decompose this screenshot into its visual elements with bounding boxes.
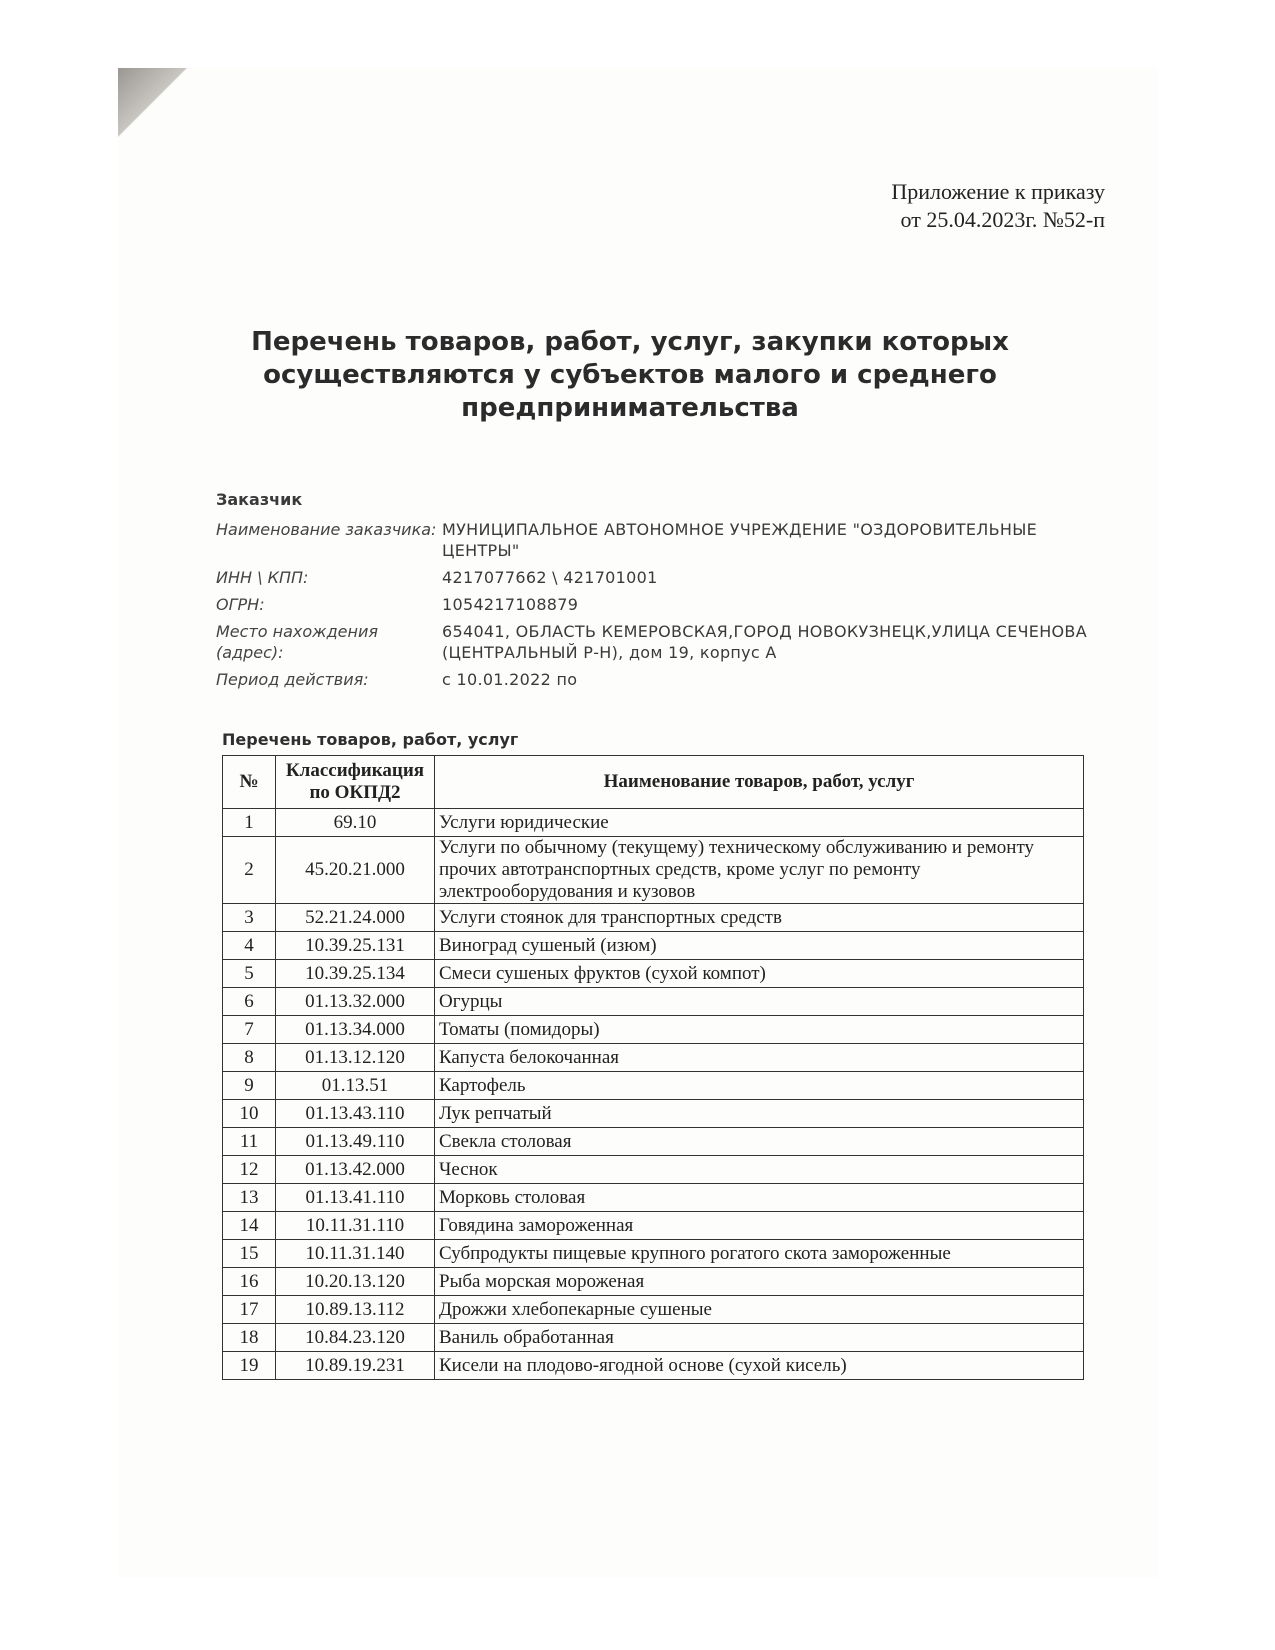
row-number: 8 <box>223 1044 276 1072</box>
row-number: 6 <box>223 988 276 1016</box>
row-number: 2 <box>223 837 276 904</box>
row-name: Свекла столовая <box>435 1128 1084 1156</box>
table-row <box>223 1072 1084 1100</box>
table-row <box>223 1100 1084 1128</box>
row-number: 11 <box>223 1128 276 1156</box>
row-name: Морковь столовая <box>435 1184 1084 1212</box>
field-label: Период действия: <box>216 670 369 689</box>
list-title: Перечень товаров, работ, услуг <box>222 730 519 749</box>
row-name: Говядина замороженная <box>435 1212 1084 1240</box>
row-code: 01.13.49.110 <box>276 1128 435 1156</box>
row-code: 52.21.24.000 <box>276 904 435 932</box>
field-value: 1054217108879 <box>442 595 579 614</box>
row-number: 16 <box>223 1268 276 1296</box>
row-name: Лук репчатый <box>435 1100 1084 1128</box>
row-name: Услуги стоянок для транспортных средств <box>435 904 1084 932</box>
row-number: 15 <box>223 1240 276 1268</box>
row-code: 10.20.13.120 <box>276 1268 435 1296</box>
row-name: Ваниль обработанная <box>435 1324 1084 1352</box>
row-code: 10.39.25.131 <box>276 932 435 960</box>
row-code: 10.39.25.134 <box>276 960 435 988</box>
row-number: 14 <box>223 1212 276 1240</box>
field-value: 4217077662 \ 421701001 <box>442 568 658 587</box>
customer-block <box>216 490 1096 696</box>
row-name: Чеснок <box>435 1156 1084 1184</box>
row-number: 4 <box>223 932 276 960</box>
row-code: 01.13.43.110 <box>276 1100 435 1128</box>
row-name: Капуста белокочанная <box>435 1044 1084 1072</box>
row-name: Рыба морская мороженая <box>435 1268 1084 1296</box>
table-row <box>223 1128 1084 1156</box>
row-code: 10.11.31.140 <box>276 1240 435 1268</box>
field-value: 654041, ОБЛАСТЬ КЕМЕРОВСКАЯ,ГОРОД НОВОКУЗНЕЦК,УЛИЦА СЕЧЕНОВА (ЦЕНТРАЛЬНЫЙ Р-Н), дом 19, корпус А <box>442 622 1087 662</box>
table-row <box>223 1268 1084 1296</box>
row-code: 10.89.19.231 <box>276 1352 435 1380</box>
row-code: 69.10 <box>276 809 435 837</box>
row-name: Субпродукты пищевые крупного рогатого скота замороженные <box>435 1240 1084 1268</box>
header-number: № <box>223 756 276 809</box>
row-code: 10.84.23.120 <box>276 1324 435 1352</box>
row-number: 3 <box>223 904 276 932</box>
row-name: Услуги по обычному (текущему) техническому обслуживанию и ремонту прочих автотранспортных средств, кроме услуг по ремонту электрооборудования и кузовов <box>435 837 1084 904</box>
row-name: Услуги юридические <box>435 809 1084 837</box>
table-row <box>223 1016 1084 1044</box>
row-code: 01.13.41.110 <box>276 1184 435 1212</box>
row-name: Картофель <box>435 1072 1084 1100</box>
row-name: Виноград сушеный (изюм) <box>435 932 1084 960</box>
row-code: 10.89.13.112 <box>276 1296 435 1324</box>
table-row <box>223 809 1084 837</box>
appendix-line-2: от 25.04.2023г. №52-п <box>900 207 1105 232</box>
row-number: 13 <box>223 1184 276 1212</box>
table-row <box>223 837 1084 904</box>
table-row <box>223 932 1084 960</box>
appendix-note <box>891 178 1105 234</box>
table-row <box>223 1044 1084 1072</box>
row-number: 17 <box>223 1296 276 1324</box>
row-number: 9 <box>223 1072 276 1100</box>
header-okpd2: Классификация по ОКПД2 <box>276 756 435 809</box>
field-label: ОГРН: <box>216 595 265 614</box>
table-row <box>223 1184 1084 1212</box>
row-code: 01.13.42.000 <box>276 1156 435 1184</box>
customer-field-name <box>216 519 1096 561</box>
table-row <box>223 1156 1084 1184</box>
table-row <box>223 1240 1084 1268</box>
row-code: 01.13.32.000 <box>276 988 435 1016</box>
customer-field-ogrn <box>216 594 1096 615</box>
customer-field-period <box>216 669 1096 690</box>
row-number: 7 <box>223 1016 276 1044</box>
field-value: МУНИЦИПАЛЬНОЕ АВТОНОМНОЕ УЧРЕЖДЕНИЕ "ОЗДОРОВИТЕЛЬНЫЕ ЦЕНТРЫ" <box>442 520 1038 560</box>
table-header-row <box>223 756 1084 809</box>
table-row <box>223 1296 1084 1324</box>
row-name: Огурцы <box>435 988 1084 1016</box>
row-name: Кисели на плодово-ягодной основе (сухой кисель) <box>435 1352 1084 1380</box>
customer-field-inn <box>216 567 1096 588</box>
customer-field-address <box>216 621 1096 663</box>
row-number: 1 <box>223 809 276 837</box>
table-row <box>223 904 1084 932</box>
table-row <box>223 960 1084 988</box>
field-label: Наименование заказчика: <box>216 520 437 539</box>
row-number: 10 <box>223 1100 276 1128</box>
table-row <box>223 1352 1084 1380</box>
row-code: 10.11.31.110 <box>276 1212 435 1240</box>
row-code: 01.13.34.000 <box>276 1016 435 1044</box>
table-row <box>223 988 1084 1016</box>
table-row <box>223 1324 1084 1352</box>
row-code: 45.20.21.000 <box>276 837 435 904</box>
appendix-line-1: Приложение к приказу <box>891 179 1105 204</box>
row-number: 18 <box>223 1324 276 1352</box>
table-row <box>223 1212 1084 1240</box>
customer-section-title: Заказчик <box>216 490 303 509</box>
row-number: 5 <box>223 960 276 988</box>
row-number: 12 <box>223 1156 276 1184</box>
field-label: ИНН \ КПП: <box>216 568 309 587</box>
row-name: Томаты (помидоры) <box>435 1016 1084 1044</box>
row-name: Смеси сушеных фруктов (сухой компот) <box>435 960 1084 988</box>
row-code: 01.13.51 <box>276 1072 435 1100</box>
row-number: 19 <box>223 1352 276 1380</box>
header-name: Наименование товаров, работ, услуг <box>435 756 1084 809</box>
row-code: 01.13.12.120 <box>276 1044 435 1072</box>
field-value: с 10.01.2022 по <box>442 670 578 689</box>
goods-table <box>222 755 1084 1380</box>
document-title: Перечень товаров, работ, услуг, закупки которых осуществляются у субъектов малого и среднего предпринимательства <box>251 327 1009 423</box>
row-name: Дрожжи хлебопекарные сушеные <box>435 1296 1084 1324</box>
folded-corner <box>118 68 208 148</box>
field-label: Место нахождения (адрес): <box>216 622 378 662</box>
